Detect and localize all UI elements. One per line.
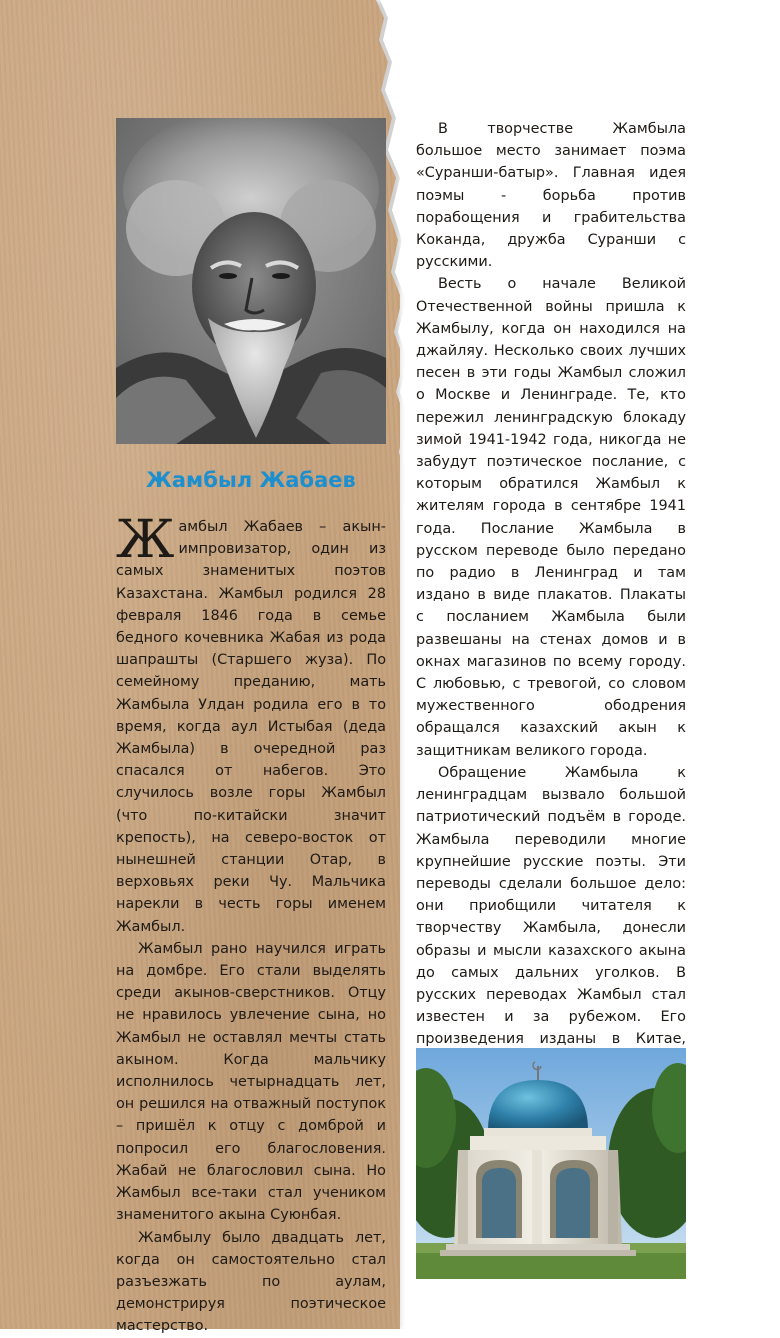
paragraph-3: Жамбылу было двадцать лет, когда он самостоятельно стал разъезжать по аулам, демонстрируя поэтическое мастерство. xyxy=(116,1229,386,1335)
left-text-column xyxy=(116,510,386,1338)
mausoleum-photo xyxy=(416,1048,686,1279)
paragraph-2: Жамбыл рано научился играть на домбре. Его стали выделять среди акынов-сверстников. Отцу не нравилось увлечение сына, но Жамбыл не оставлял мечты стать акыном. Когда мальчику исполнилось четырнадцать лет, он решился на отважный поступок – пришёл к отцу с домброй и попросил его благословения. Жабай не благословил сына. Но Жамбыл все-таки стал учеником знаменитого акына Суюнбая. xyxy=(116,940,386,1224)
mausoleum-illustration xyxy=(416,1048,686,1279)
paragraph-6: Обращение Жамбыла к ленинградцам вызвало большой патриотический подъём в городе. Жамбыла переводили многие крупнейшие русские поэты. Эти переводы сделали большое дело: они приобщили читателя к творчеству Жамбыла, донесли образы и мысли казахского акына до самых дальних уголков. В русских переводах Жамбыл стал известен и за рубежом. Его произведения изданы в Китае, xyxy=(416,764,686,1048)
paragraph-5: Весть о начале Великой Отечественной войны пришла к Жамбылу, когда он находился на джайляу. Несколько своих лучших песен в эти годы Жамбыл сложил о Москве и Ленинграде. Те, кто пережил ленинградскую блокаду зимой 1941-1942 года, никогда не забудут поэтическое послание, с которым обратился Жамбыл к жителям города в сентябре 1941 года. Послание Жамбыла в русском переводе было передано по радио в Ленинград и там издано в виде плакатов. Плакаты с посланием Жамбыла были развешаны на стенах домов и в окнах магазинов по всему городу. С любовью, с тревогой, со словом мужественного ободрения обращался казахский акын к защитникам великого города. xyxy=(416,276,686,759)
page-title: Жамбыл Жабаев xyxy=(146,468,356,492)
drop-cap-letter: Ж xyxy=(116,510,175,570)
portrait-illustration xyxy=(116,118,386,444)
portrait-photo-zhambyl xyxy=(116,118,386,444)
paragraph-4: В творчестве Жамбыла большое место занимает поэма «Суранши-батыр». Главная идея поэмы - борьба против порабощения и грабительства Коканда, дружба Суранши с русскими. xyxy=(416,121,686,271)
paragraph-1 xyxy=(116,510,386,938)
paragraph-1-text: амбыл Жабаев – акын-импровизатор, один из самых знаменитых поэтов Казахстана. Жамбыл родился 28 февраля 1846 года в семье бедного кочевника Жабая из рода шапрашты (Старшего жуза). По семейному преданию, мать Жамбыла Улдан родила его в то время, когда аул Истыбая (деда Жамбыла) в очередной раз спасался от набегов. Это случилось возле горы Жамбыл (что по-китайски значит крепость), на северо-восток от нынешней станции Отар, в верховьях реки Чу. Мальчика нарекли в честь горы именем Жамбыл. xyxy=(116,519,386,935)
